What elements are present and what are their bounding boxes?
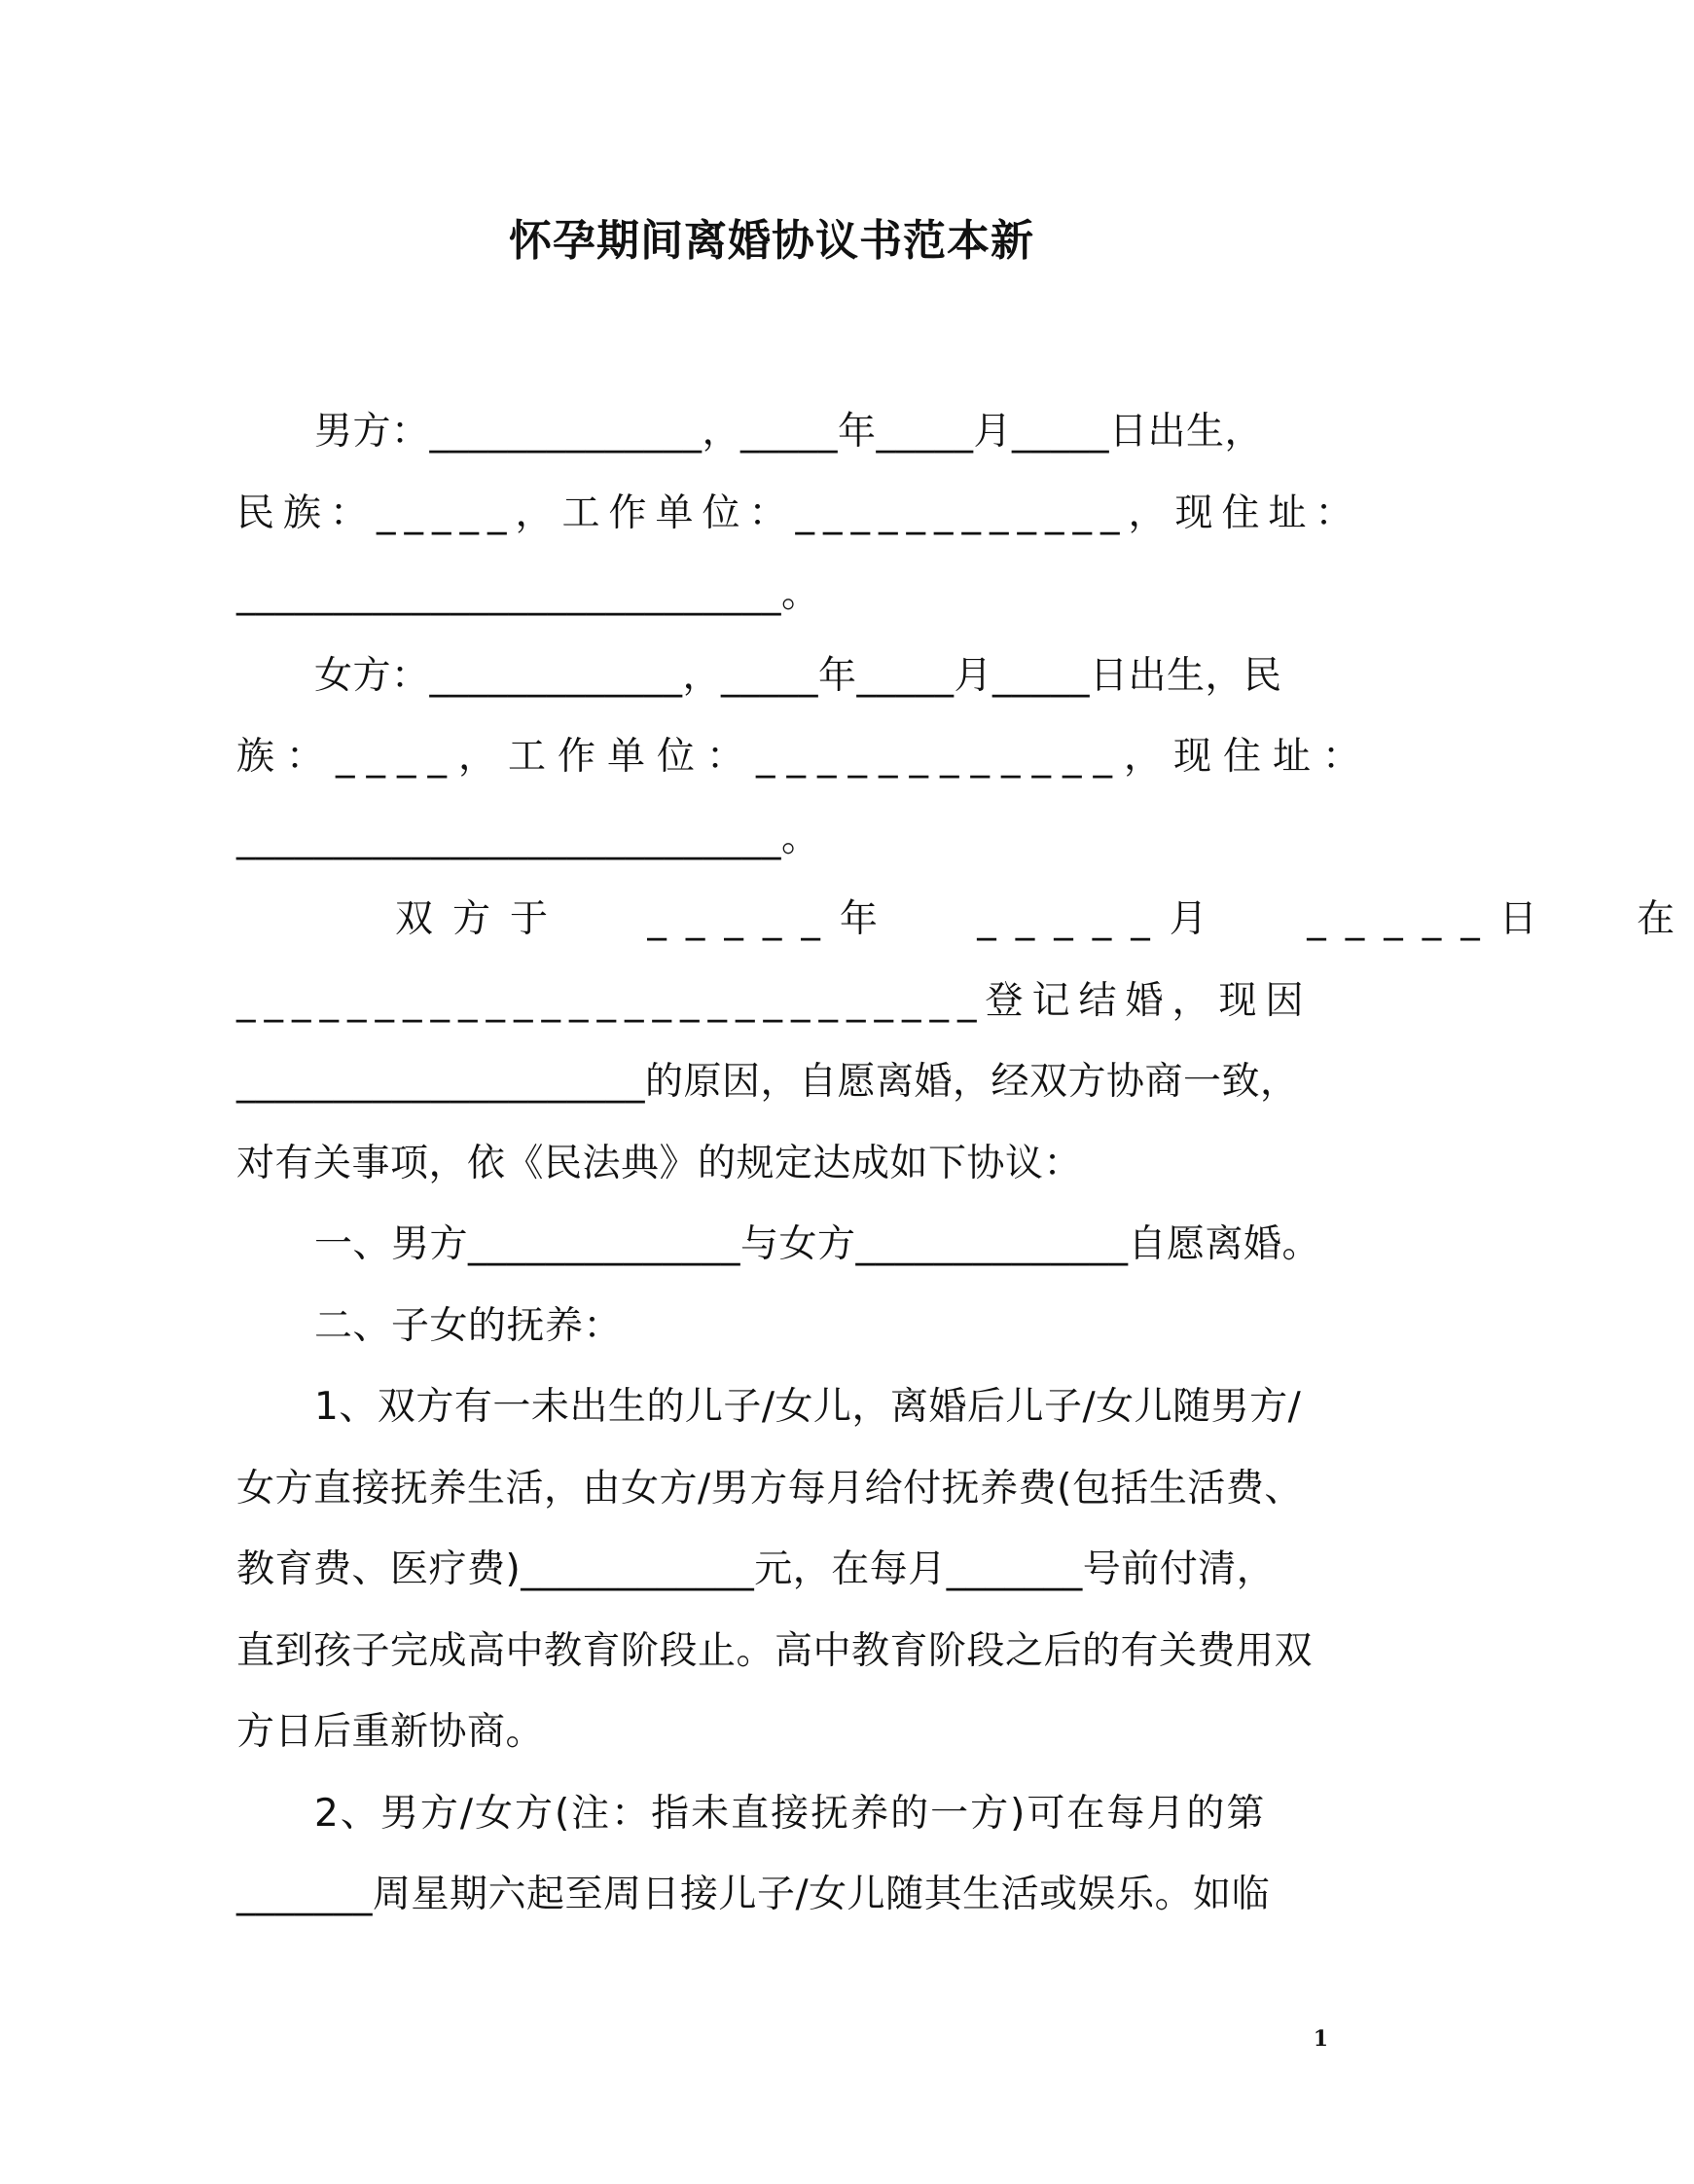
page-number: 1 xyxy=(1313,2026,1328,2052)
text-line: ____________________________。 xyxy=(236,816,820,860)
clause-one xyxy=(236,1204,1321,1286)
text-line: 女方直接抚养生活，由女方/男方每月给付抚养费(包括生活费、 xyxy=(236,1466,1303,1511)
text-line: 教育费、医疗费)____________元，在每月_______号前付清， xyxy=(236,1547,1276,1591)
document-body xyxy=(236,391,1694,1936)
text-line: 二、子女的抚养： xyxy=(314,1303,623,1348)
clause-two-heading xyxy=(236,1286,1316,1367)
paragraph-male-info xyxy=(236,391,1362,636)
text-line: 族：____，工作单位：____________，现住址： xyxy=(236,735,1373,779)
paragraph-marriage xyxy=(236,879,1694,1204)
text-line: 2、男方/女方(注：指未直接抚养的一方)可在每月的第 xyxy=(314,1791,1267,1836)
text-line: 双方于 _____年 _____月 _____日 在 xyxy=(395,897,1694,941)
child-clause-2 xyxy=(236,1773,1316,1936)
text-line: 直到孩子完成高中教育阶段止。高中教育阶段之后的有关费用双 xyxy=(236,1628,1314,1673)
child-clause-1 xyxy=(236,1366,1316,1773)
document-title: 怀孕期间离婚协议书范本新 xyxy=(509,216,1034,266)
text-line: 民族：_____，工作单位：____________，现住址： xyxy=(236,491,1362,535)
text-line: _______周星期六起至周日接儿子/女儿随其生活或娱乐。如临 xyxy=(236,1873,1271,1916)
text-line: 女方：_____________，_____年_____月_____日出生，民 xyxy=(314,653,1282,698)
text-line: 男方：______________，_____年_____月_____日出生， xyxy=(314,410,1264,454)
text-line: 一、男方______________与女方______________自愿离婚。 xyxy=(314,1222,1321,1266)
text-line: _____________________的原因，自愿离婚，经双方协商一致， xyxy=(236,1060,1299,1104)
text-line: 方日后重新协商。 xyxy=(236,1710,545,1754)
text-line: ____________________________。 xyxy=(236,572,820,616)
text-line: ___________________________登记结婚，现因 xyxy=(236,978,1313,1023)
paragraph-female-info xyxy=(236,636,1373,880)
text-line: 对有关事项，依《民法典》的规定达成如下协议： xyxy=(236,1141,1083,1185)
text-line: 1、双方有一未出生的儿子/女儿，离婚后儿子/女儿随男方/ xyxy=(314,1385,1302,1429)
